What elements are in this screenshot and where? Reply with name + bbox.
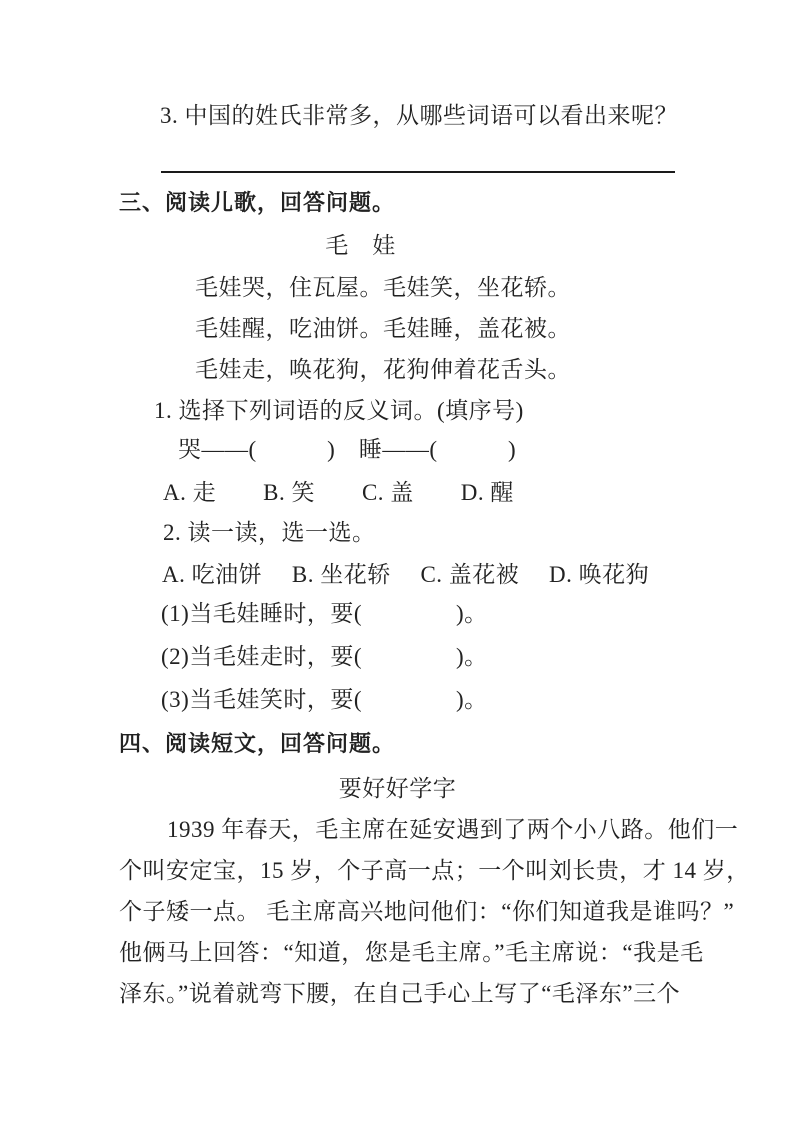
section-3-heading: 三、阅读儿歌，回答问题。 [119, 190, 396, 215]
choice-option-list: A. 吃油饼 B. 坐花轿 C. 盖花被 D. 唤花狗 [162, 562, 650, 587]
answer-blank-line [161, 171, 675, 173]
poem-line: 毛娃哭，住瓦屋。毛娃笑，坐花轿。 [195, 275, 571, 300]
section-4-heading: 四、阅读短文，回答问题。 [119, 731, 396, 756]
poem-title: 毛 娃 [325, 233, 396, 258]
passage-line: 他俩马上回答：“知道，您是毛主席。”毛主席说：“我是毛 [119, 940, 704, 965]
antonym-option-list: A. 走 B. 笑 C. 盖 D. 醒 [163, 480, 514, 505]
antonym-fill-blanks: 哭——( ) 睡——( ) [178, 437, 517, 462]
sub-question-1-prompt: 1. 选择下列词语的反义词。(填序号) [154, 398, 524, 423]
sub-question-2-prompt: 2. 读一读，选一选。 [163, 520, 376, 545]
passage-line: 1939 年春天，毛主席在延安遇到了两个小八路。他们一 [167, 817, 739, 842]
fill-item: (3)当毛娃笑时，要( )。 [161, 687, 488, 712]
fill-item: (2)当毛娃走时，要( )。 [161, 644, 488, 669]
poem-line: 毛娃走，唤花狗，花狗伸着花舌头。 [195, 357, 571, 382]
passage-line: 个子矮一点。 毛主席高兴地问他们：“你们知道我是谁吗？” [119, 899, 735, 924]
poem-line: 毛娃醒，吃油饼。毛娃睡，盖花被。 [195, 316, 571, 341]
fill-item: (1)当毛娃睡时，要( )。 [161, 601, 488, 626]
passage-title: 要好好学字 [338, 776, 457, 801]
passage-line: 泽东。”说着就弯下腰，在自己手心上写了“毛泽东”三个 [119, 981, 681, 1006]
question-3-text: 3. 中国的姓氏非常多，从哪些词语可以看出来呢？ [160, 103, 678, 128]
passage-line: 个叫安定宝，15 岁，个子高一点；一个叫刘长贵，才 14 岁， [119, 858, 750, 883]
